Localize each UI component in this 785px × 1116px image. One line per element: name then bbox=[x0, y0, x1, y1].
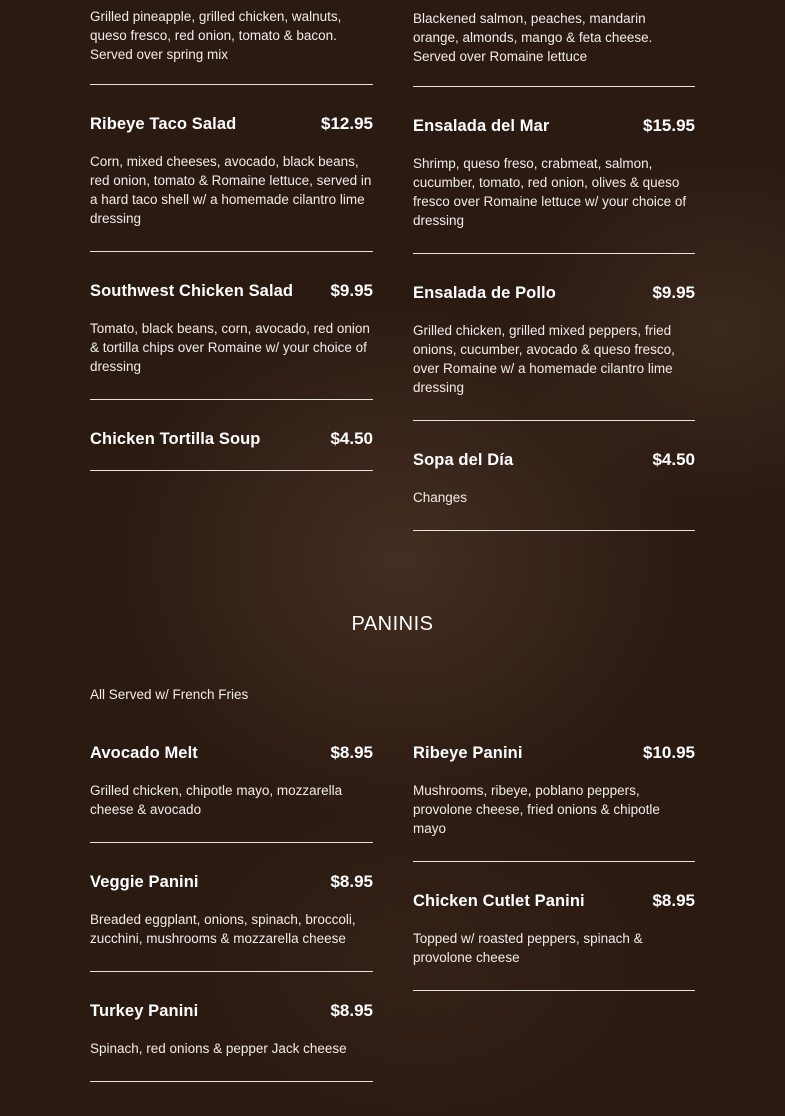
item-name: Chicken Cutlet Panini bbox=[413, 892, 585, 910]
item-name: Ribeye Panini bbox=[413, 744, 523, 762]
divider bbox=[90, 399, 373, 400]
item-name: Ribeye Taco Salad bbox=[90, 115, 237, 133]
item-name: Ensalada del Mar bbox=[413, 117, 550, 135]
menu-item bbox=[90, 429, 373, 449]
item-description: Grilled chicken, chipotle mayo, mozzarella cheese & avocado bbox=[90, 783, 343, 817]
divider bbox=[413, 420, 695, 421]
item-name: Sopa del Día bbox=[413, 451, 514, 469]
menu-item bbox=[413, 283, 695, 397]
item-name: Chicken Tortilla Soup bbox=[90, 430, 261, 448]
item-price: $4.50 bbox=[330, 429, 373, 448]
divider bbox=[90, 971, 373, 972]
item-price: $12.95 bbox=[321, 114, 373, 133]
divider bbox=[413, 861, 695, 862]
item-description: Tomato, black beans, corn, avocado, red onion & tortilla chips over Romaine w/ your choice of dressing bbox=[90, 321, 370, 374]
item-price: $10.95 bbox=[643, 743, 695, 762]
divider bbox=[90, 470, 373, 471]
divider bbox=[90, 84, 373, 85]
item-description: Changes bbox=[413, 490, 468, 505]
item-description: Corn, mixed cheeses, avocado, black beans, red onion, tomato & Romaine lettuce, served in a hard taco shell w/ a homemade cilantro lime dressing bbox=[90, 154, 372, 226]
item-description: Blackened salmon, peaches, mandarin orange, almonds, mango & feta cheese. Served over Romaine lettuce bbox=[413, 11, 653, 64]
item-description: Shrimp, queso freso, crabmeat, salmon, cucumber, tomato, red onion, olives & queso fresco over Romaine lettuce w/ your choice of dressing bbox=[413, 156, 687, 228]
item-price: $8.95 bbox=[330, 872, 373, 891]
divider bbox=[90, 842, 373, 843]
item-description: Spinach, red onions & pepper Jack cheese bbox=[90, 1041, 347, 1056]
menu-item bbox=[90, 281, 373, 376]
item-description: Mushrooms, ribeye, poblano peppers, provolone cheese, fried onions & chipotle mayo bbox=[413, 783, 660, 836]
menu-item bbox=[90, 1001, 373, 1058]
divider bbox=[413, 990, 695, 991]
item-price: $8.95 bbox=[652, 891, 695, 910]
menu-item bbox=[90, 743, 373, 819]
divider bbox=[90, 251, 373, 252]
item-name: Avocado Melt bbox=[90, 744, 198, 762]
divider bbox=[90, 1081, 373, 1082]
divider bbox=[413, 530, 695, 531]
menu-item bbox=[90, 872, 373, 948]
menu-item bbox=[413, 450, 695, 507]
item-price: $9.95 bbox=[330, 281, 373, 300]
divider bbox=[413, 86, 695, 87]
menu-item bbox=[413, 743, 695, 838]
item-price: $15.95 bbox=[643, 116, 695, 135]
item-name: Southwest Chicken Salad bbox=[90, 282, 294, 300]
item-name: Ensalada de Pollo bbox=[413, 284, 556, 302]
divider bbox=[413, 253, 695, 254]
section-note: All Served w/ French Fries bbox=[90, 687, 249, 702]
item-name: Turkey Panini bbox=[90, 1002, 199, 1020]
item-price: $8.95 bbox=[330, 743, 373, 762]
item-description: Topped w/ roasted peppers, spinach & provolone cheese bbox=[413, 931, 643, 965]
item-price: $9.95 bbox=[652, 283, 695, 302]
item-price: $4.50 bbox=[652, 450, 695, 469]
menu-item bbox=[90, 114, 373, 228]
item-price: $8.95 bbox=[330, 1001, 373, 1020]
item-description: Breaded eggplant, onions, spinach, broccoli, zucchini, mushrooms & mozzarella cheese bbox=[90, 912, 356, 946]
menu-item bbox=[413, 116, 695, 230]
menu-item bbox=[413, 9, 695, 66]
section-title: PANINIS bbox=[351, 613, 434, 635]
item-description: Grilled pineapple, grilled chicken, walnuts, queso fresco, red onion, tomato & bacon. Served over spring mix bbox=[90, 9, 342, 62]
menu-item bbox=[90, 7, 373, 64]
menu-item bbox=[413, 891, 695, 967]
item-name: Veggie Panini bbox=[90, 873, 199, 891]
item-description: Grilled chicken, grilled mixed peppers, fried onions, cucumber, avocado & queso fresco, over Romaine w/ a homemade cilantro lime dressing bbox=[413, 323, 675, 395]
